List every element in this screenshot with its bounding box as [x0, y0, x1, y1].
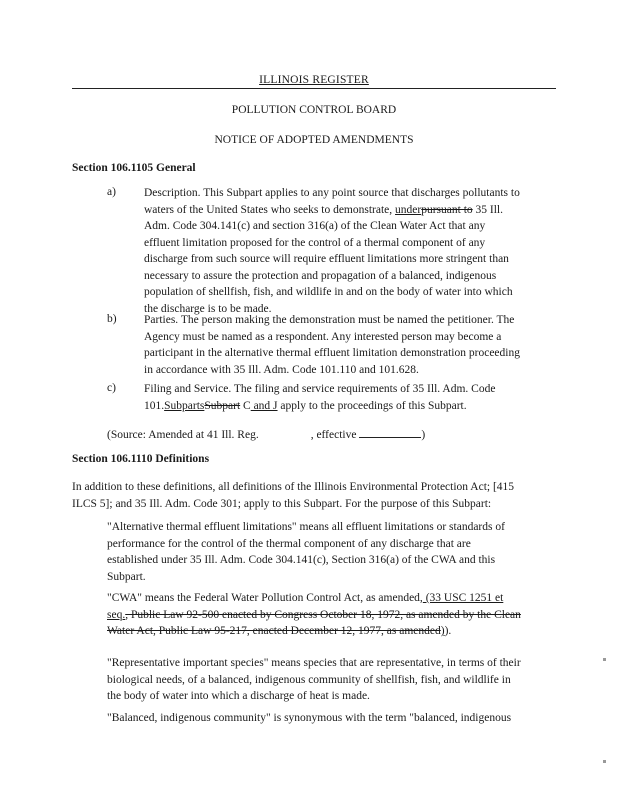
text-line: In addition to these definitions, all definitions of the Illinois Environmental Protection Act; [415	[72, 481, 515, 493]
header-rule	[72, 88, 556, 89]
subsection-b-label: b)	[107, 313, 117, 325]
section-1110-heading: Section 106.1110 Definitions	[72, 453, 210, 465]
inserted-text: (33 USC 1251 et	[422, 592, 504, 604]
text-line: performance for the control of the thermal component of any discharge that are	[107, 537, 471, 550]
text-line	[107, 607, 521, 624]
scan-artifact	[603, 760, 606, 763]
deleted-text: Subpart	[204, 399, 241, 412]
text-line: established under 35 Ill. Adm. Code 304.141(c), Section 316(a) of the CWA and this	[107, 554, 496, 566]
definition-representative-species	[107, 655, 521, 705]
effective-date-blank	[359, 426, 421, 438]
text-line: Water Act, Public Law 95-217, enacted December 12, 1977, as amended)).	[107, 625, 452, 637]
text-line: Adm. Code 304.141(c) and section 316(a) of the Clean Water Act that any	[144, 220, 486, 232]
register-title: ILLINOIS REGISTER	[259, 74, 369, 86]
text-line: Description. This Subpart applies to any point source that discharges pollutants to	[144, 187, 520, 199]
text-line: Parties. The person making the demonstration must be named the petitioner. The	[144, 314, 515, 326]
text-line: the body of water into which a discharge of heat is made.	[107, 690, 370, 702]
subsection-a-text	[144, 185, 520, 317]
deleted-text: pursuant to	[421, 203, 473, 216]
text-line: "CWA" means the Federal Water Pollution Control Act, as amended, (33 USC 1251 et	[107, 592, 504, 604]
text-line: 101.SubpartsSubpart C and J apply to the proceedings of this Subpart.	[144, 399, 467, 412]
definition-alternative-thermal	[107, 519, 505, 585]
board-name: POLLUTION CONTROL BOARD	[231, 104, 397, 116]
definition-cwa	[107, 590, 521, 640]
source-note: (Source: Amended at 41 Ill. Reg. , effective )	[107, 426, 425, 441]
subsection-c-label: c)	[107, 382, 116, 394]
subsection-a-label: a)	[107, 186, 116, 198]
inserted-text: seq.	[107, 608, 126, 621]
text-line: discharge from such source will require effluent limitations more stringent than	[144, 253, 509, 265]
definition-balanced-community	[107, 710, 511, 727]
text-line: Filing and Service. The filing and service requirements of 35 Ill. Adm. Code	[144, 383, 496, 395]
deleted-text: , Public Law 92-500 enacted by Congress October 18, 1972, as amended by the Clean	[125, 608, 521, 621]
text-line: "Alternative thermal effluent limitations" means all effluent limitations or standards of	[107, 521, 505, 533]
text-line: in accordance with 35 Ill. Adm. Code 101.110 and 101.628.	[144, 363, 419, 376]
text-line: necessary to assure the protection and propagation of a balanced, indigenous	[144, 269, 497, 282]
subsection-c-text	[144, 381, 495, 414]
text-line: ILCS 5]; and 35 Ill. Adm. Code 301; apply to this Subpart. For the purpose of this Subpart:	[72, 497, 492, 510]
text-line: the discharge is to be made.	[144, 302, 272, 315]
text-line: effluent limitation proposed for the control of a thermal component of any	[144, 236, 486, 249]
inserted-text: and J	[250, 399, 278, 412]
text-line: waters of the United States who seeks to demonstrate, underpursuant to 35 Ill.	[144, 203, 504, 216]
inserted-text: under	[395, 203, 422, 216]
deleted-text: Water Act, Public Law 95-217, enacted December 12, 1977, as amended	[107, 625, 441, 637]
text-line: participant in the alternative thermal effluent limitation demonstration proceeding	[144, 347, 520, 359]
text-line: Agency must be named as a respondent. Any interested person may become a	[144, 330, 502, 343]
notice-title: NOTICE OF ADOPTED AMENDMENTS	[214, 134, 414, 146]
definitions-intro	[72, 479, 514, 512]
inserted-text: )	[440, 625, 445, 637]
text-line: population of shellfish, fish, and wildlife in and on the body of water into which	[144, 286, 513, 298]
text-line: "Representative important species" means species that are representative, in terms of their	[107, 657, 521, 669]
section-1105-heading: Section 106.1105 General	[72, 162, 196, 174]
text-line: Subpart.	[107, 570, 146, 583]
text-line: biological needs, of a balanced, indigenous community of shellfish, fish, and wildlife in	[107, 673, 511, 686]
text-line: "Balanced, indigenous community" is synonymous with the term "balanced, indigenous	[107, 712, 512, 724]
scan-artifact	[603, 658, 606, 661]
inserted-text: Subparts	[164, 399, 205, 412]
subsection-b-text	[144, 312, 520, 378]
